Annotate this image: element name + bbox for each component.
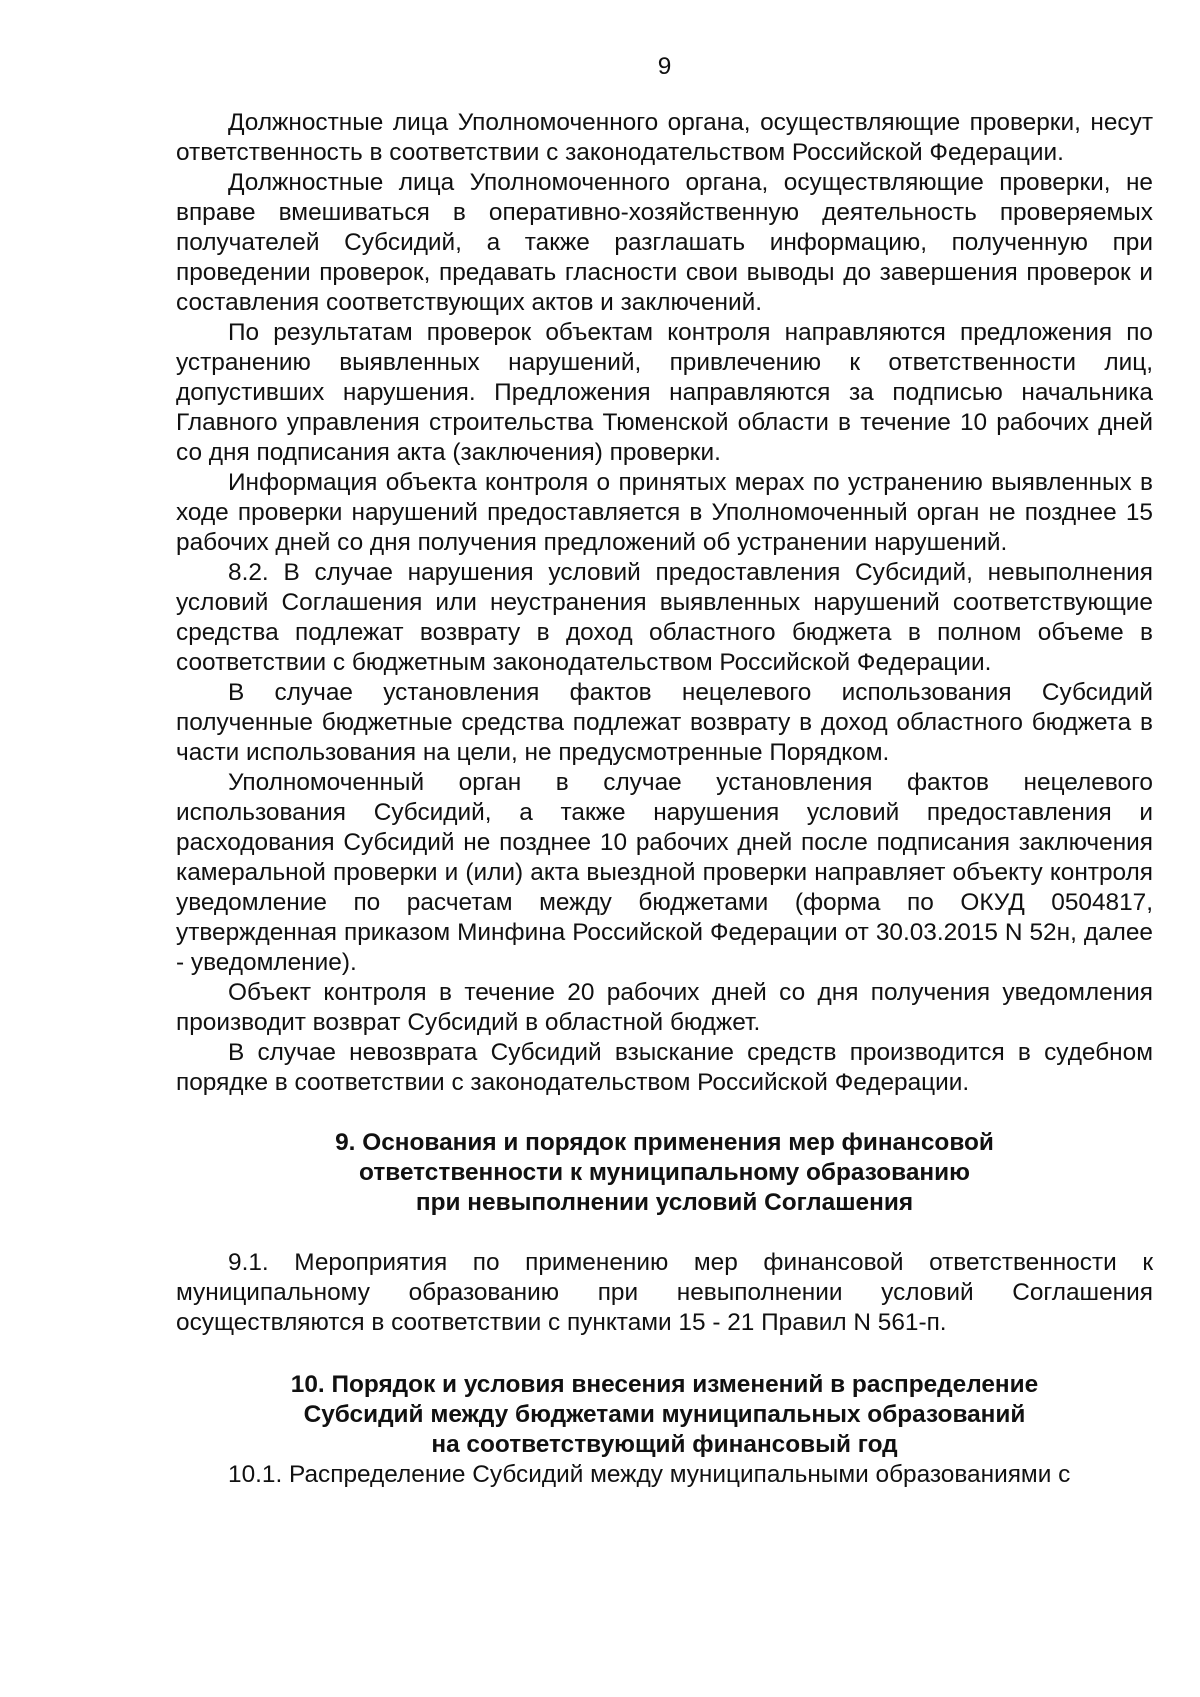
heading-line: на соответствующий финансовый год <box>431 1431 898 1458</box>
heading-line: 10. Порядок и условия внесения изменений в распределение <box>290 1371 1039 1398</box>
paragraph: 10.1. Распределение Субсидий между муниципальными образованиями с <box>228 1461 1071 1488</box>
spacer <box>176 1338 1153 1370</box>
paragraph: 8.2. В случае нарушения условий предоставления Субсидий, невыполнения условий Соглашения или неустранения выявленных нарушений соответствующие средства подлежат возврату в доход областного бюджета в полном объеме в соответствии с бюджетным законодательством Российской Федерации. <box>176 559 1153 676</box>
section-10-heading <box>176 1370 1153 1460</box>
paragraph: Должностные лица Уполномоченного органа, осуществляющие проверки, не вправе вмешиваться в оперативно-хозяйственную деятельность проверяемых получателей Субсидий, а также разглашать информацию, полученную при проведении проверок, предавать гласности свои выводы до завершения проверок и составления соответствующих актов и заключений. <box>176 169 1153 316</box>
heading-line: при невыполнении условий Соглашения <box>415 1189 914 1216</box>
spacer <box>176 1218 1153 1248</box>
spacer <box>176 1098 1153 1128</box>
paragraph: Должностные лица Уполномоченного органа, осуществляющие проверки, несут ответственность в соответствии с законодательством Российской Федерации. <box>176 109 1153 166</box>
page-number: 9 <box>657 53 672 80</box>
paragraph: В случае невозврата Субсидий взыскание средств производится в судебном порядке в соответствии с законодательством Российской Федерации. <box>176 1039 1153 1096</box>
heading-line: 9. Основания и порядок применения мер финансовой <box>335 1129 994 1156</box>
paragraph: По результатам проверок объектам контроля направляются предложения по устранению выявленных нарушений, привлечению к ответственности лиц, допустивших нарушения. Предложения направляются за подписью начальника Главного управления строительства Тюменской области в течение 10 рабочих дней со дня подписания акта (заключения) проверки. <box>176 319 1153 466</box>
heading-line: Субсидий между бюджетами муниципальных образований <box>303 1401 1026 1428</box>
paragraph: Уполномоченный орган в случае установления фактов нецелевого использования Субсидий, а также нарушения условий предоставления и расходования Субсидий не позднее 10 рабочих дней после подписания заключения камеральной проверки и (или) акта выездной проверки направляет объекту контроля уведомление по расчетам между бюджетами (форма по ОКУД 0504817, утвержденная приказом Минфина Российской Федерации от 30.03.2015 N 52н, далее - уведомление). <box>176 769 1153 976</box>
paragraph: 9.1. Мероприятия по применению мер финансовой ответственности к муниципальному образованию при невыполнении условий Соглашения осуществляются в соответствии с пунктами 15 - 21 Правил N 561-п. <box>176 1249 1153 1336</box>
section-9-heading <box>176 1128 1153 1218</box>
document-page <box>176 52 1153 1490</box>
heading-line: ответственности к муниципальному образованию <box>359 1159 970 1186</box>
paragraph: Информация объекта контроля о принятых мерах по устранению выявленных в ходе проверки нарушений предоставляется в Уполномоченный орган не позднее 15 рабочих дней со дня получения предложений об устранении нарушений. <box>176 469 1153 556</box>
paragraph: Объект контроля в течение 20 рабочих дней со дня получения уведомления производит возврат Субсидий в областной бюджет. <box>176 979 1153 1036</box>
paragraph: В случае установления фактов нецелевого использования Субсидий полученные бюджетные средства подлежат возврату в доход областного бюджета в части использования на цели, не предусмотренные Порядком. <box>176 679 1153 766</box>
